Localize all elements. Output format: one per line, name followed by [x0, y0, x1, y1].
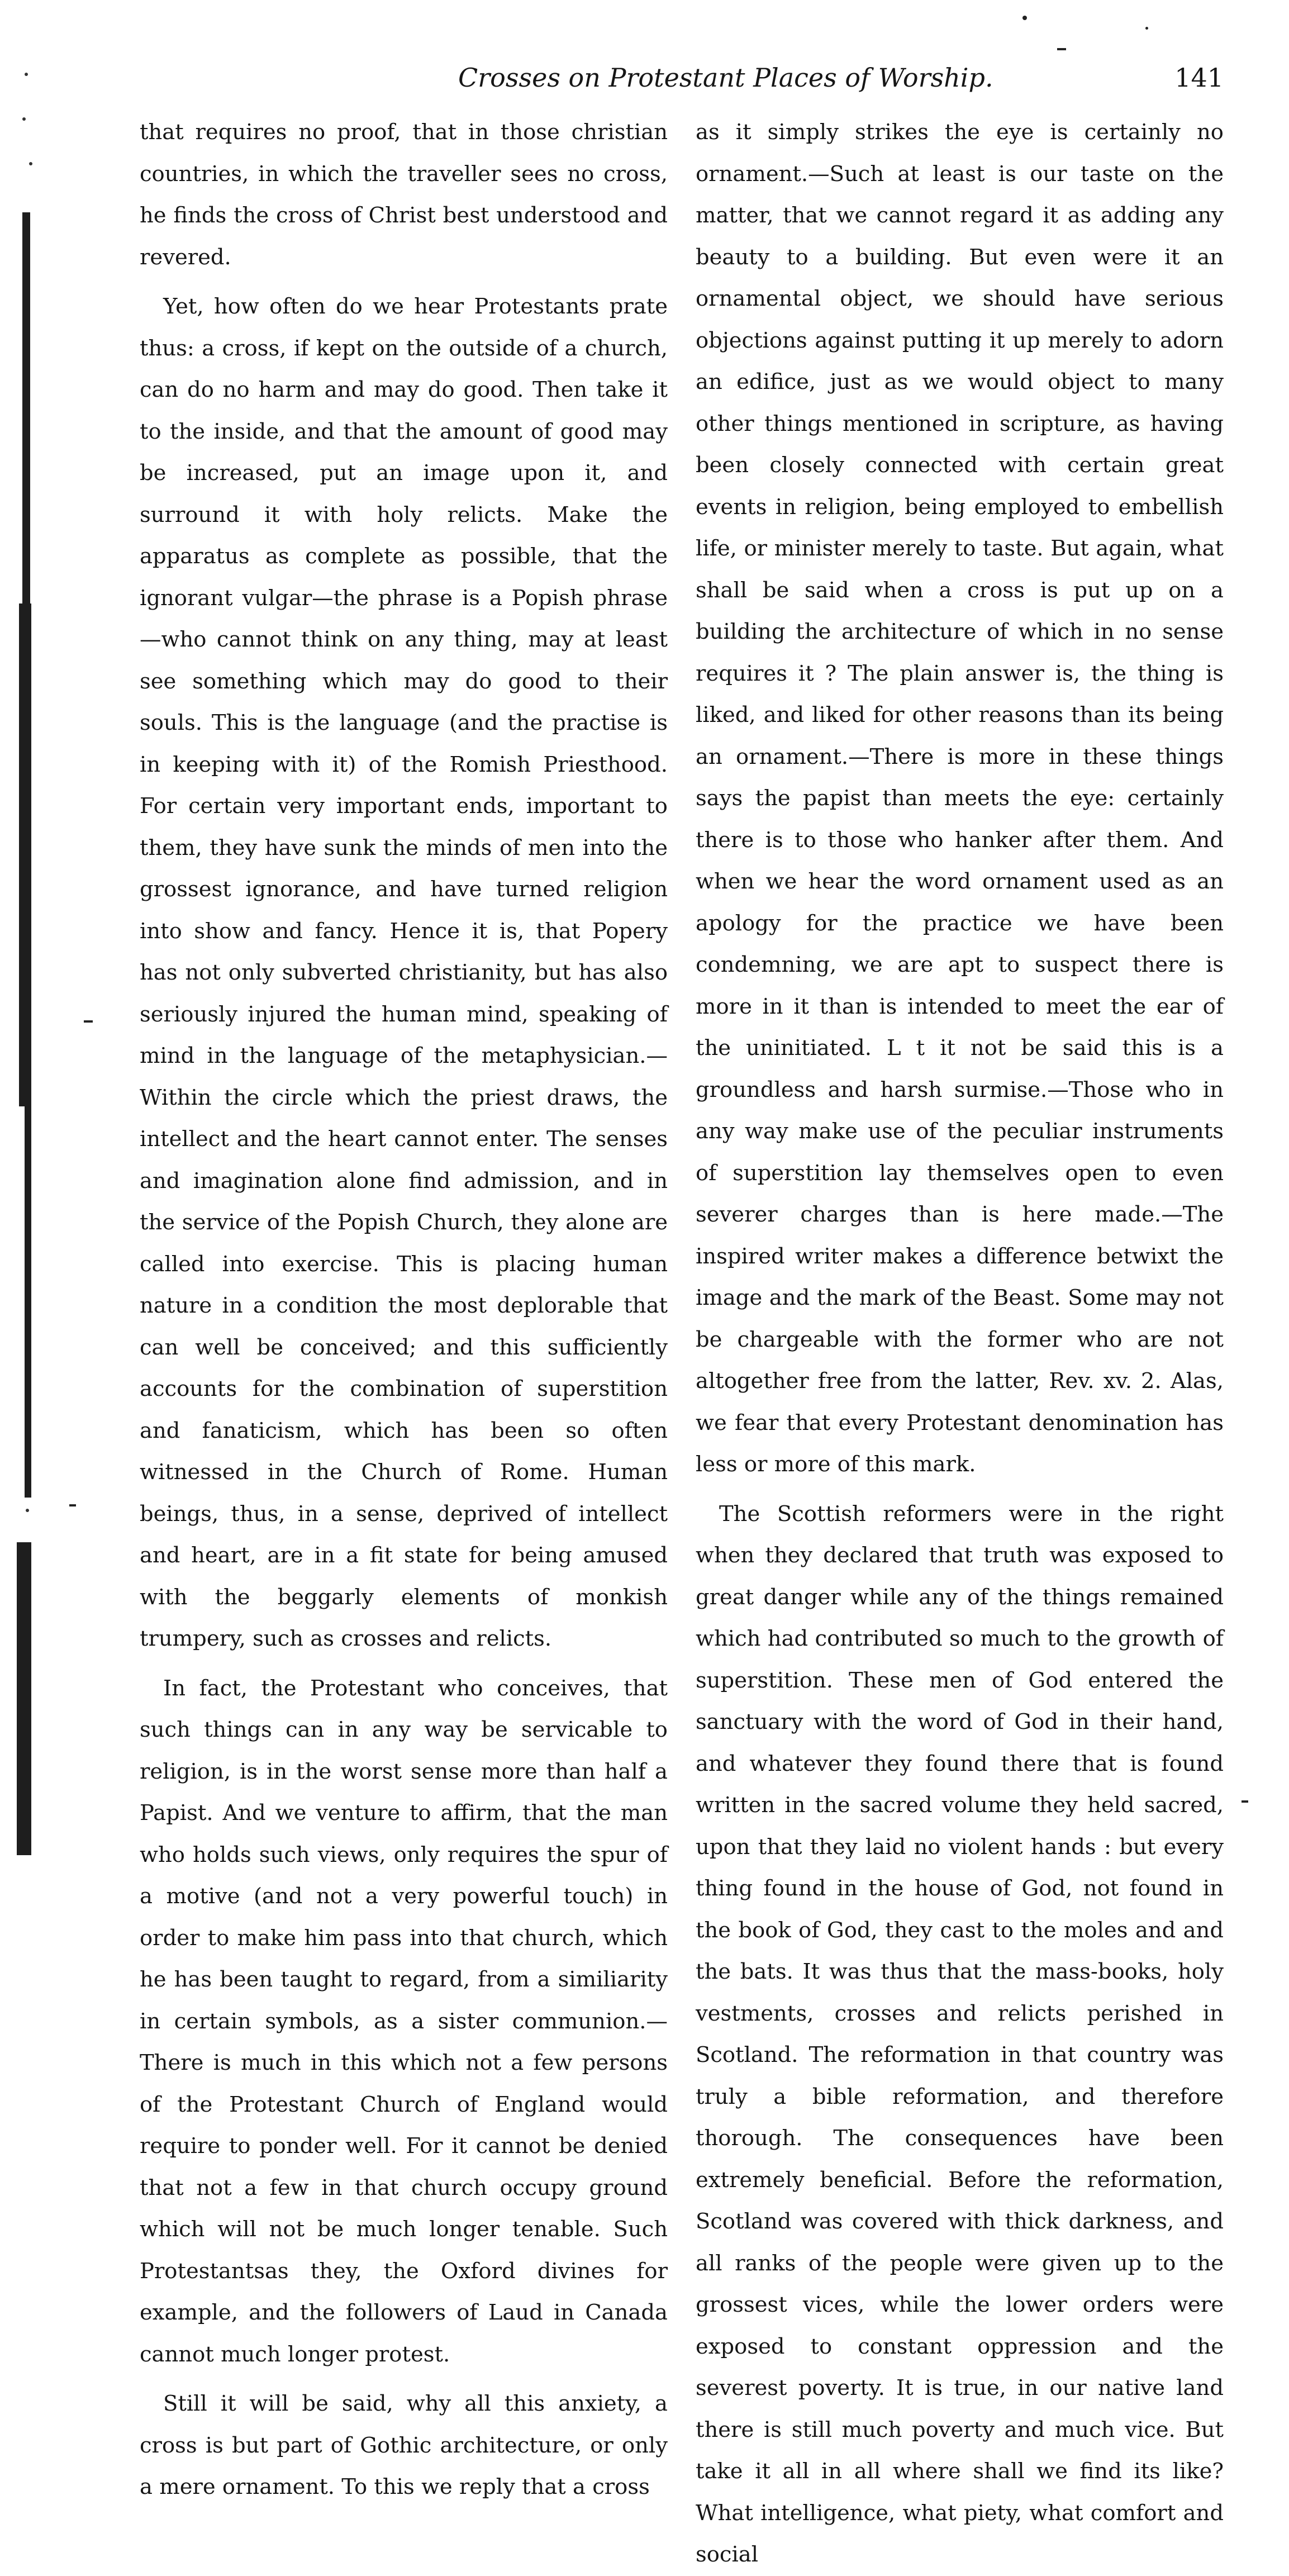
scanned-binding-gutter: [0, 0, 53, 1917]
scan-speck: [69, 1504, 76, 1506]
scan-speck: [84, 1020, 93, 1023]
paragraph: as it simply strikes the eye is certainly no ornament.—Such at least is our taste on the matter, that we cannot regard it as adding any beauty to a building. But even were it an ornamental object, we should have serious objections against putting it up merely to adorn an edifice, just as we would object to many other things mentioned in scripture, as having been closely connected with certain great events in religion, being employed to embellish life, or minister merely to taste. But again, what shall be said when a cross is put up on a building the architecture of which in no sense requires it ? The plain answer is, the thing is liked, and liked for other reasons than its being an ornament.—There is more in these things says the papist than meets the eye: certainly there is to those who hanker after them. And when we hear the word ornament used as an apology for the practice we have been condemning, we are apt to suspect there is more in it than is intended to meet the ear of the uninitiated. L t it not be said this is a groundless and harsh surmise.—Those who in any way make use of the peculiar instruments of superstition lay themselves open to even severer charges than is here made.—The inspired writer makes a difference betwixt the image and the mark of the Beast. Some may not be chargeable with the former who are not altogether free from the latter, Rev. xv. 2. Alas, we fear that every Protestant denomination has less or more of this mark.: [696, 120, 1224, 1477]
paragraph: Still it will be said, why all this anxiety, a cross is but part of Gothic architecture, or only a mere ornament. To this we reply that a cross: [140, 2391, 668, 2499]
page-number: 141: [1174, 63, 1224, 93]
paragraph: Yet, how often do we hear Protestants prate thus: a cross, if kept on the outside of a church, can do no harm and may do good. Then take it to the inside, and that the amount of good may be increased, put an image upon it, and surround it with holy relicts. Make the apparatus as complete as possible, that the ignorant vulgar—the phrase is a Popish phrase—who cannot think on any thing, may at least see something which may do good to their souls. This is the language (and the practise is in keeping with it) of the Romish Priesthood. For certain very important ends, important to them, they have sunk the minds of men into the grossest ignorance, and have turned religion into show and fancy. Hence it is, that Popery has not only subverted christianity, but has also seriously injured the human mind, speaking of mind in the language of the metaphysician.—Within the circle which the priest draws, the intellect and the heart cannot enter. The senses and imagination alone find admission, and in the service of the Popish Church, they alone are called into exercise. This is placing human nature in a condition the most deplorable that can well be conceived; and this sufficiently accounts for the combination of superstition and fanaticism, which has been so often witnessed in the Church of Rome. Human beings, thus, in a sense, deprived of intellect and heart, are in a fit state for being amused with the beggarly elements of monkish trumpery, such as crosses and relicts.: [140, 294, 668, 1651]
scan-speck: [1145, 27, 1148, 30]
left-column: [140, 112, 668, 2499]
paragraph: The Scottish reformers were in the right when they declared that truth was exposed to great danger while any of the things remained which had contributed so much to the growth of superstition. These men of God entered the sanctuary with the word of God in their hand, and whatever they found there that is found written in the sacred volume they held sacred, upon that they laid no violent hands : but every thing found in the house of God, not found in the book of God, they cast to the moles and and the bats. It was thus that the mass-books, holy vestments, crosses and relicts perished in Scotland. The reformation in that country was truly a bible reformation, and therefore thorough. The consequences have been extremely beneficial. Before the reformation, Scotland was covered with thick darkness, and all ranks of the people were given up to the grossest vices, while the lower orders were exposed to constant oppression and the severest poverty. It is true, in our native land there is still much poverty and much vice. But take it all in all where shall we find its like? What intelligence, what piety, what comfort and social: [696, 1501, 1224, 2567]
running-title: Crosses on Protestant Places of Worship.: [458, 63, 993, 93]
scan-speck: [1057, 48, 1066, 50]
scan-speck: [1242, 1800, 1248, 1803]
scan-speck: [1022, 16, 1027, 20]
right-column: [696, 112, 1224, 2567]
paragraph: that requires no proof, that in those christian countries, in which the traveller sees no cross, he finds the cross of Christ best understood and revered.: [140, 120, 668, 270]
paragraph: In fact, the Protestant who conceives, that such things can in any way be servicable to religion, is in the worst sense more than half a Papist. And we venture to affirm, that the man who holds such views, only requires the spur of a motive (and not a very powerful touch) in order to make him pass into that church, which he has been taught to regard, from a similiarity in certain symbols, as a sister communion.—There is much in this which not a few persons of the Protestant Church of England would require to ponder well. For it cannot be denied that not a few in that church occupy ground which will not be much longer tenable. Such Protestantsas they, the Oxford divines for example, and the followers of Laud in Canada cannot much longer protest.: [140, 1675, 668, 2367]
page-header: [140, 63, 1224, 102]
